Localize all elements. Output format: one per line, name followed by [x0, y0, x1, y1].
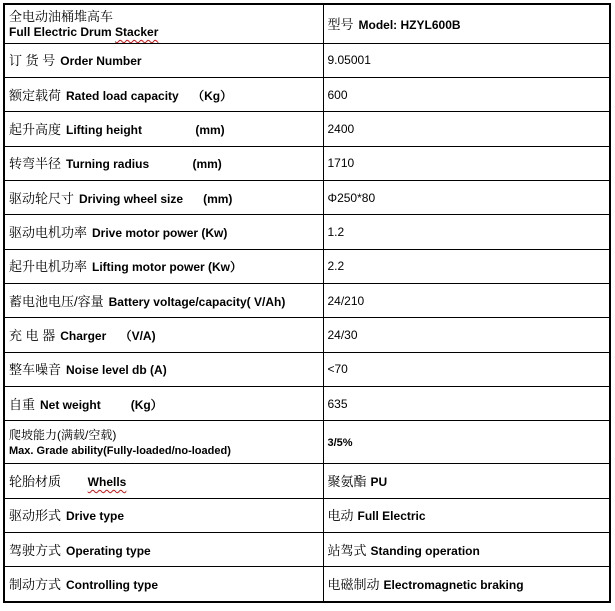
spec-label-cn: 额定载荷	[9, 87, 62, 103]
spec-label-cn: 驱动电机功率	[9, 224, 88, 240]
spec-label-cn: 蓄电池电压/容量	[9, 293, 104, 309]
spec-value-cell	[323, 352, 610, 386]
table-row	[4, 43, 610, 77]
model-cell	[323, 4, 610, 43]
spec-value-en: Standing operation	[370, 543, 480, 558]
spec-value: 24/30	[327, 327, 358, 342]
spec-value-cell	[323, 215, 610, 249]
spec-value: 24/210	[327, 293, 365, 308]
spec-value-cell	[323, 532, 610, 566]
spec-label-en: Lifting height	[66, 122, 142, 137]
spec-label-cn: 起升电机功率	[9, 259, 88, 275]
product-name-cn: 全电动油桶堆高车	[9, 8, 114, 24]
spec-label-en: Charger	[60, 328, 107, 343]
spec-label-cell	[4, 498, 323, 532]
spec-value: 9.05001	[327, 53, 371, 68]
spec-label-cn: 驾驶方式	[9, 542, 62, 558]
spec-label-cell	[4, 567, 323, 602]
spec-label-en: Order Number	[60, 54, 142, 69]
spec-value: 3/5%	[327, 437, 353, 450]
table-row	[4, 532, 610, 566]
product-name-cell	[4, 4, 323, 43]
table-row	[4, 283, 610, 317]
table-row	[4, 386, 610, 420]
spec-label-cell	[4, 421, 323, 464]
table-row	[4, 249, 610, 283]
spec-value-en: Full Electric	[357, 509, 426, 524]
spec-label-unit: (mm)	[183, 191, 233, 206]
spec-label-cn: 整车噪音	[9, 362, 62, 378]
spec-label-cn: 充 电 器	[9, 327, 56, 343]
spec-value-cell	[323, 77, 610, 111]
spec-value-cell	[323, 386, 610, 420]
table-row	[4, 318, 610, 352]
spec-label-unit: (Kw)	[198, 225, 228, 240]
spec-label-cn: 自重	[9, 396, 36, 412]
spec-value: 1710	[327, 156, 355, 171]
spec-label-en: Whells	[87, 474, 127, 489]
spec-label-unit: (mm)	[149, 157, 222, 172]
spec-value-cn: 电动	[327, 508, 354, 524]
spec-value-cell	[323, 421, 610, 464]
spec-value-cell	[323, 283, 610, 317]
spec-value: 2.2	[327, 259, 345, 274]
table-header-row	[4, 4, 610, 43]
model-value: Model: HZYL600B	[358, 17, 461, 32]
spec-label-cn: 订 货 号	[9, 53, 56, 69]
spec-label-cn: 转弯半径	[9, 156, 62, 172]
spec-label-unit: (mm)	[142, 122, 225, 137]
spec-label-en: Battery voltage/capacity( V/Ah)	[108, 294, 286, 309]
spec-value: 1.2	[327, 224, 345, 239]
spec-label-cell	[4, 146, 323, 180]
spec-label-unit: （Kg）	[178, 88, 233, 103]
spec-label-en: Turning radius	[66, 157, 150, 172]
spec-value-cell	[323, 498, 610, 532]
spec-value: 600	[327, 87, 348, 102]
spec-label-cell	[4, 77, 323, 111]
table-row-two-line	[4, 421, 610, 464]
spec-label-en: Controlling type	[66, 578, 159, 593]
spec-value-cell	[323, 146, 610, 180]
spec-label-unit: (Kg）	[100, 397, 163, 412]
table-row	[4, 352, 610, 386]
table-row	[4, 567, 610, 602]
table-row	[4, 215, 610, 249]
table-row	[4, 180, 610, 214]
spec-label-cell	[4, 249, 323, 283]
spec-label-cell	[4, 215, 323, 249]
product-name-en-text: Full Electric Drum	[9, 24, 116, 39]
spec-label-cell	[4, 464, 323, 498]
spec-label-en: Noise level db (A)	[66, 363, 167, 378]
spec-label-en: Max. Grade ability(Fully-loaded/no-loaded)	[9, 444, 231, 457]
table-row	[4, 77, 610, 111]
spec-value-cn: 站驾式	[327, 542, 367, 558]
spec-value-en: PU	[370, 474, 388, 489]
product-name-en-misspelled: Stacker	[115, 24, 159, 39]
spec-label-en: Drive type	[66, 509, 125, 524]
spec-value: 635	[327, 396, 348, 411]
spec-label-cell	[4, 386, 323, 420]
spec-value-cell	[323, 43, 610, 77]
spec-value-cn: 电磁制动	[327, 577, 380, 593]
spec-label-cell	[4, 283, 323, 317]
spec-label-en: Driving wheel size	[79, 191, 184, 206]
spec-value-cell	[323, 112, 610, 146]
spec-value-cell	[323, 464, 610, 498]
spec-label-en: Drive motor power	[92, 225, 199, 240]
model-label-cn: 型号	[327, 16, 354, 32]
spec-value-en: Electromagnetic braking	[383, 578, 524, 593]
spec-label-en: Lifting motor power	[92, 260, 205, 275]
spec-label-cn: 起升高度	[9, 121, 62, 137]
spec-label-cell	[4, 43, 323, 77]
spec-label-en: Net weight	[40, 397, 101, 412]
table-row	[4, 498, 610, 532]
table-row	[4, 146, 610, 180]
spec-label-cn: 爬坡能力(满载/空载)	[9, 427, 117, 442]
spec-label-en: Rated load capacity	[66, 88, 179, 103]
spec-label-cell	[4, 112, 323, 146]
spec-label-unit: （V/A)	[106, 328, 156, 343]
spec-label-cn: 驱动形式	[9, 508, 62, 524]
spec-label-cell	[4, 180, 323, 214]
spec-value-cell	[323, 567, 610, 602]
spec-label-cn: 驱动轮尺寸	[9, 190, 75, 206]
spec-value: Φ250*80	[327, 190, 376, 205]
spec-value-cell	[323, 180, 610, 214]
table-row	[4, 464, 610, 498]
spec-label-cell	[4, 532, 323, 566]
spec-value-cn: 聚氨酯	[327, 473, 367, 489]
spec-label-en: Operating type	[66, 543, 151, 558]
table-row	[4, 112, 610, 146]
spec-value-cell	[323, 318, 610, 352]
spec-label-cell	[4, 318, 323, 352]
spec-label-cell	[4, 352, 323, 386]
spec-table	[3, 3, 611, 603]
product-name-en	[9, 25, 321, 40]
spec-label-unit: (Kw）	[204, 260, 243, 275]
spec-value: <70	[327, 362, 348, 377]
spec-value: 2400	[327, 121, 355, 136]
spec-label-cn: 制动方式	[9, 577, 62, 593]
spec-value-cell	[323, 249, 610, 283]
spec-label-cn: 轮胎材质	[9, 473, 83, 489]
